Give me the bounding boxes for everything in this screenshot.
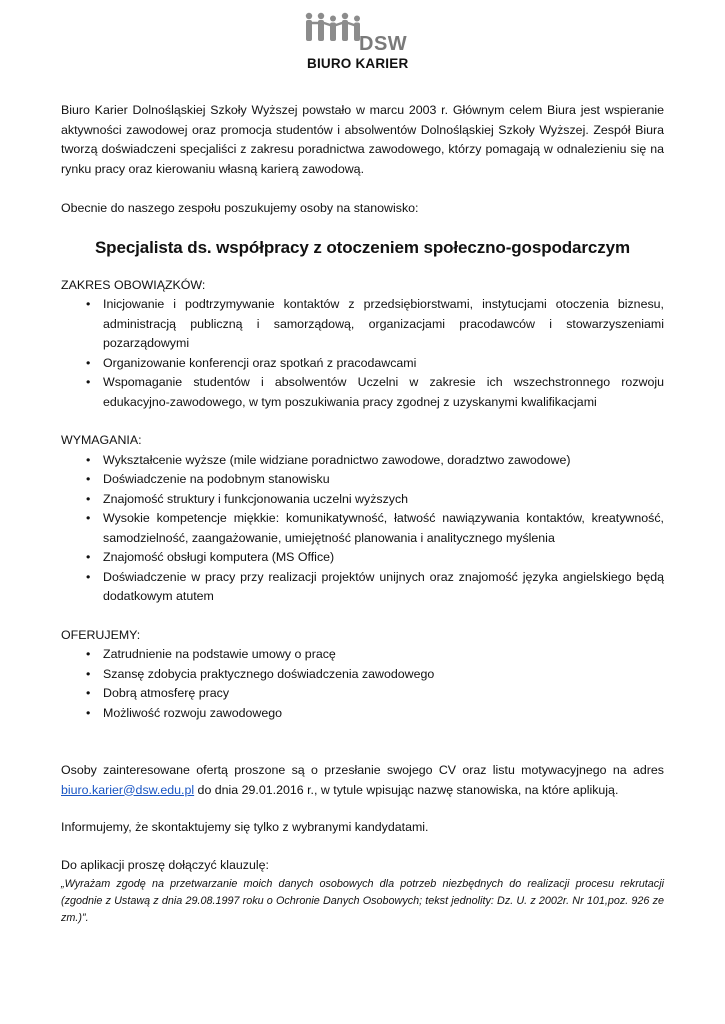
offer-section	[61, 626, 664, 724]
bullet-icon: •	[86, 666, 91, 681]
list-item: • Inicjowanie i podtrzymywanie kontaktów z przedsiębiorstwami, instytucjami otoczenia biznesu, administracją publiczną i samorządową, organizacjami pracodawców i stowarzyszeniami pozarządowymi	[86, 297, 664, 350]
bullet-icon: •	[86, 705, 91, 720]
list-item: • Wykształcenie wyższe (mile widziane poradnictwo zawodowe, doradztwo zawodowe)	[61, 451, 664, 471]
logo-brand: DSW	[359, 33, 408, 55]
list-item: • Wysokie kompetencje miękkie: komunikatywność, łatwość nawiązywania kontaktów, kreatywność, samodzielność, zaangażowanie, umiejętność planowania i analitycznego myślenia	[86, 511, 664, 545]
bullet-icon: •	[86, 569, 91, 584]
list-item: • Szansę zdobycia praktycznego doświadczenia zawodowego	[61, 665, 664, 685]
bullet-icon: •	[86, 297, 91, 311]
bullet-icon: •	[86, 550, 91, 564]
consent-clause: „Wyrażam zgodę na przetwarzanie moich danych osobowych dla potrzeb niezbędnych do realizacji procesu rekrutacji (zgodnie z Ustawą z dnia 29.08.1997 roku o Ochronie Danych Osobowych; tekst jednolity: Dz. U. z 2002r. Nr 101,poz. 926 ze zm.)”.	[61, 878, 664, 924]
requirements-section	[61, 431, 664, 607]
list-item: • Doświadczenie na podobnym stanowisku	[61, 470, 664, 490]
bullet-icon: •	[86, 491, 91, 506]
clause-label: Do aplikacji proszę dołączyć klauzulę:	[61, 857, 269, 872]
document-body	[61, 101, 664, 927]
bullet-icon: •	[86, 511, 91, 525]
email-link[interactable]: biuro.karier@dsw.edu.pl	[61, 782, 195, 797]
bullet-icon: •	[86, 472, 91, 486]
bullet-icon: •	[86, 375, 91, 389]
offer-heading: OFERUJEMY:	[61, 627, 141, 642]
list-item: • Możliwość rozwoju zawodowego	[61, 704, 664, 724]
logo-subtitle: BIURO KARIER	[307, 56, 409, 71]
list-item: • Organizowanie konferencji oraz spotkań z pracodawcami	[61, 354, 664, 374]
contact-paragraph: Osoby zainteresowane ofertą proszone są o przesłanie swojego CV oraz listu motywacyjnego na adres biuro.karier@dsw.edu.pl do dnia 29.01.2016 r., w tytule wpisując nazwę stanowiska, na które aplikują.	[61, 763, 664, 797]
duties-section	[61, 276, 664, 413]
bullet-icon: •	[86, 686, 91, 700]
list-item: • Dobrą atmosferę pracy	[61, 684, 664, 704]
duties-list	[61, 295, 664, 412]
people-figures-icon	[303, 12, 365, 42]
intro-paragraph: Biuro Karier Dolnośląskiej Szkoły Wyższej powstało w marcu 2003 r. Głównym celem Biura jest wspieranie aktywności zawodowej oraz promocja studentów i absolwentów Dolnośląskiej Szkoły Wyższej. Zespół Biura tworzą doświadczeni specjaliści z zakresu poradnictwa zawodowego, którzy pomagają w odnalezieniu się na rynku pracy oraz kierowaniu własną karierą zawodową.	[61, 103, 664, 176]
requirements-list	[61, 451, 664, 607]
duties-heading: ZAKRES OBOWIĄZKÓW:	[61, 277, 206, 292]
lead-paragraph: Obecnie do naszego zespołu poszukujemy osoby na stanowisko:	[61, 201, 419, 215]
list-item: • Znajomość obsługi komputera (MS Office)	[61, 548, 664, 568]
list-item: • Doświadczenie w pracy przy realizacji projektów unijnych oraz znajomość języka angielskiego będą dodatkowym atutem	[86, 569, 664, 603]
bullet-icon: •	[86, 647, 91, 661]
info-paragraph: Informujemy, że skontaktujemy się tylko z wybranymi kandydatami.	[61, 820, 429, 834]
list-item: • Zatrudnienie na podstawie umowy o pracę	[61, 645, 664, 665]
bullet-icon: •	[86, 452, 91, 467]
bullet-icon: •	[86, 355, 91, 370]
job-title: Specjalista ds. współpracy z otoczeniem społeczno-gospodarczym	[94, 237, 631, 257]
requirements-heading: WYMAGANIA:	[61, 433, 142, 447]
dsw-logo	[303, 12, 423, 74]
offer-list	[61, 645, 664, 723]
list-item: • Wspomaganie studentów i absolwentów Uczelni w zakresie ich wszechstronnego rozwoju edukacyjno-zawodowego, w tym poszukiwania pracy zgodnej z uzyskanymi kwalifikacjami	[86, 375, 664, 409]
list-item: • Znajomość struktury i funkcjonowania uczelni wyższych	[61, 490, 664, 510]
